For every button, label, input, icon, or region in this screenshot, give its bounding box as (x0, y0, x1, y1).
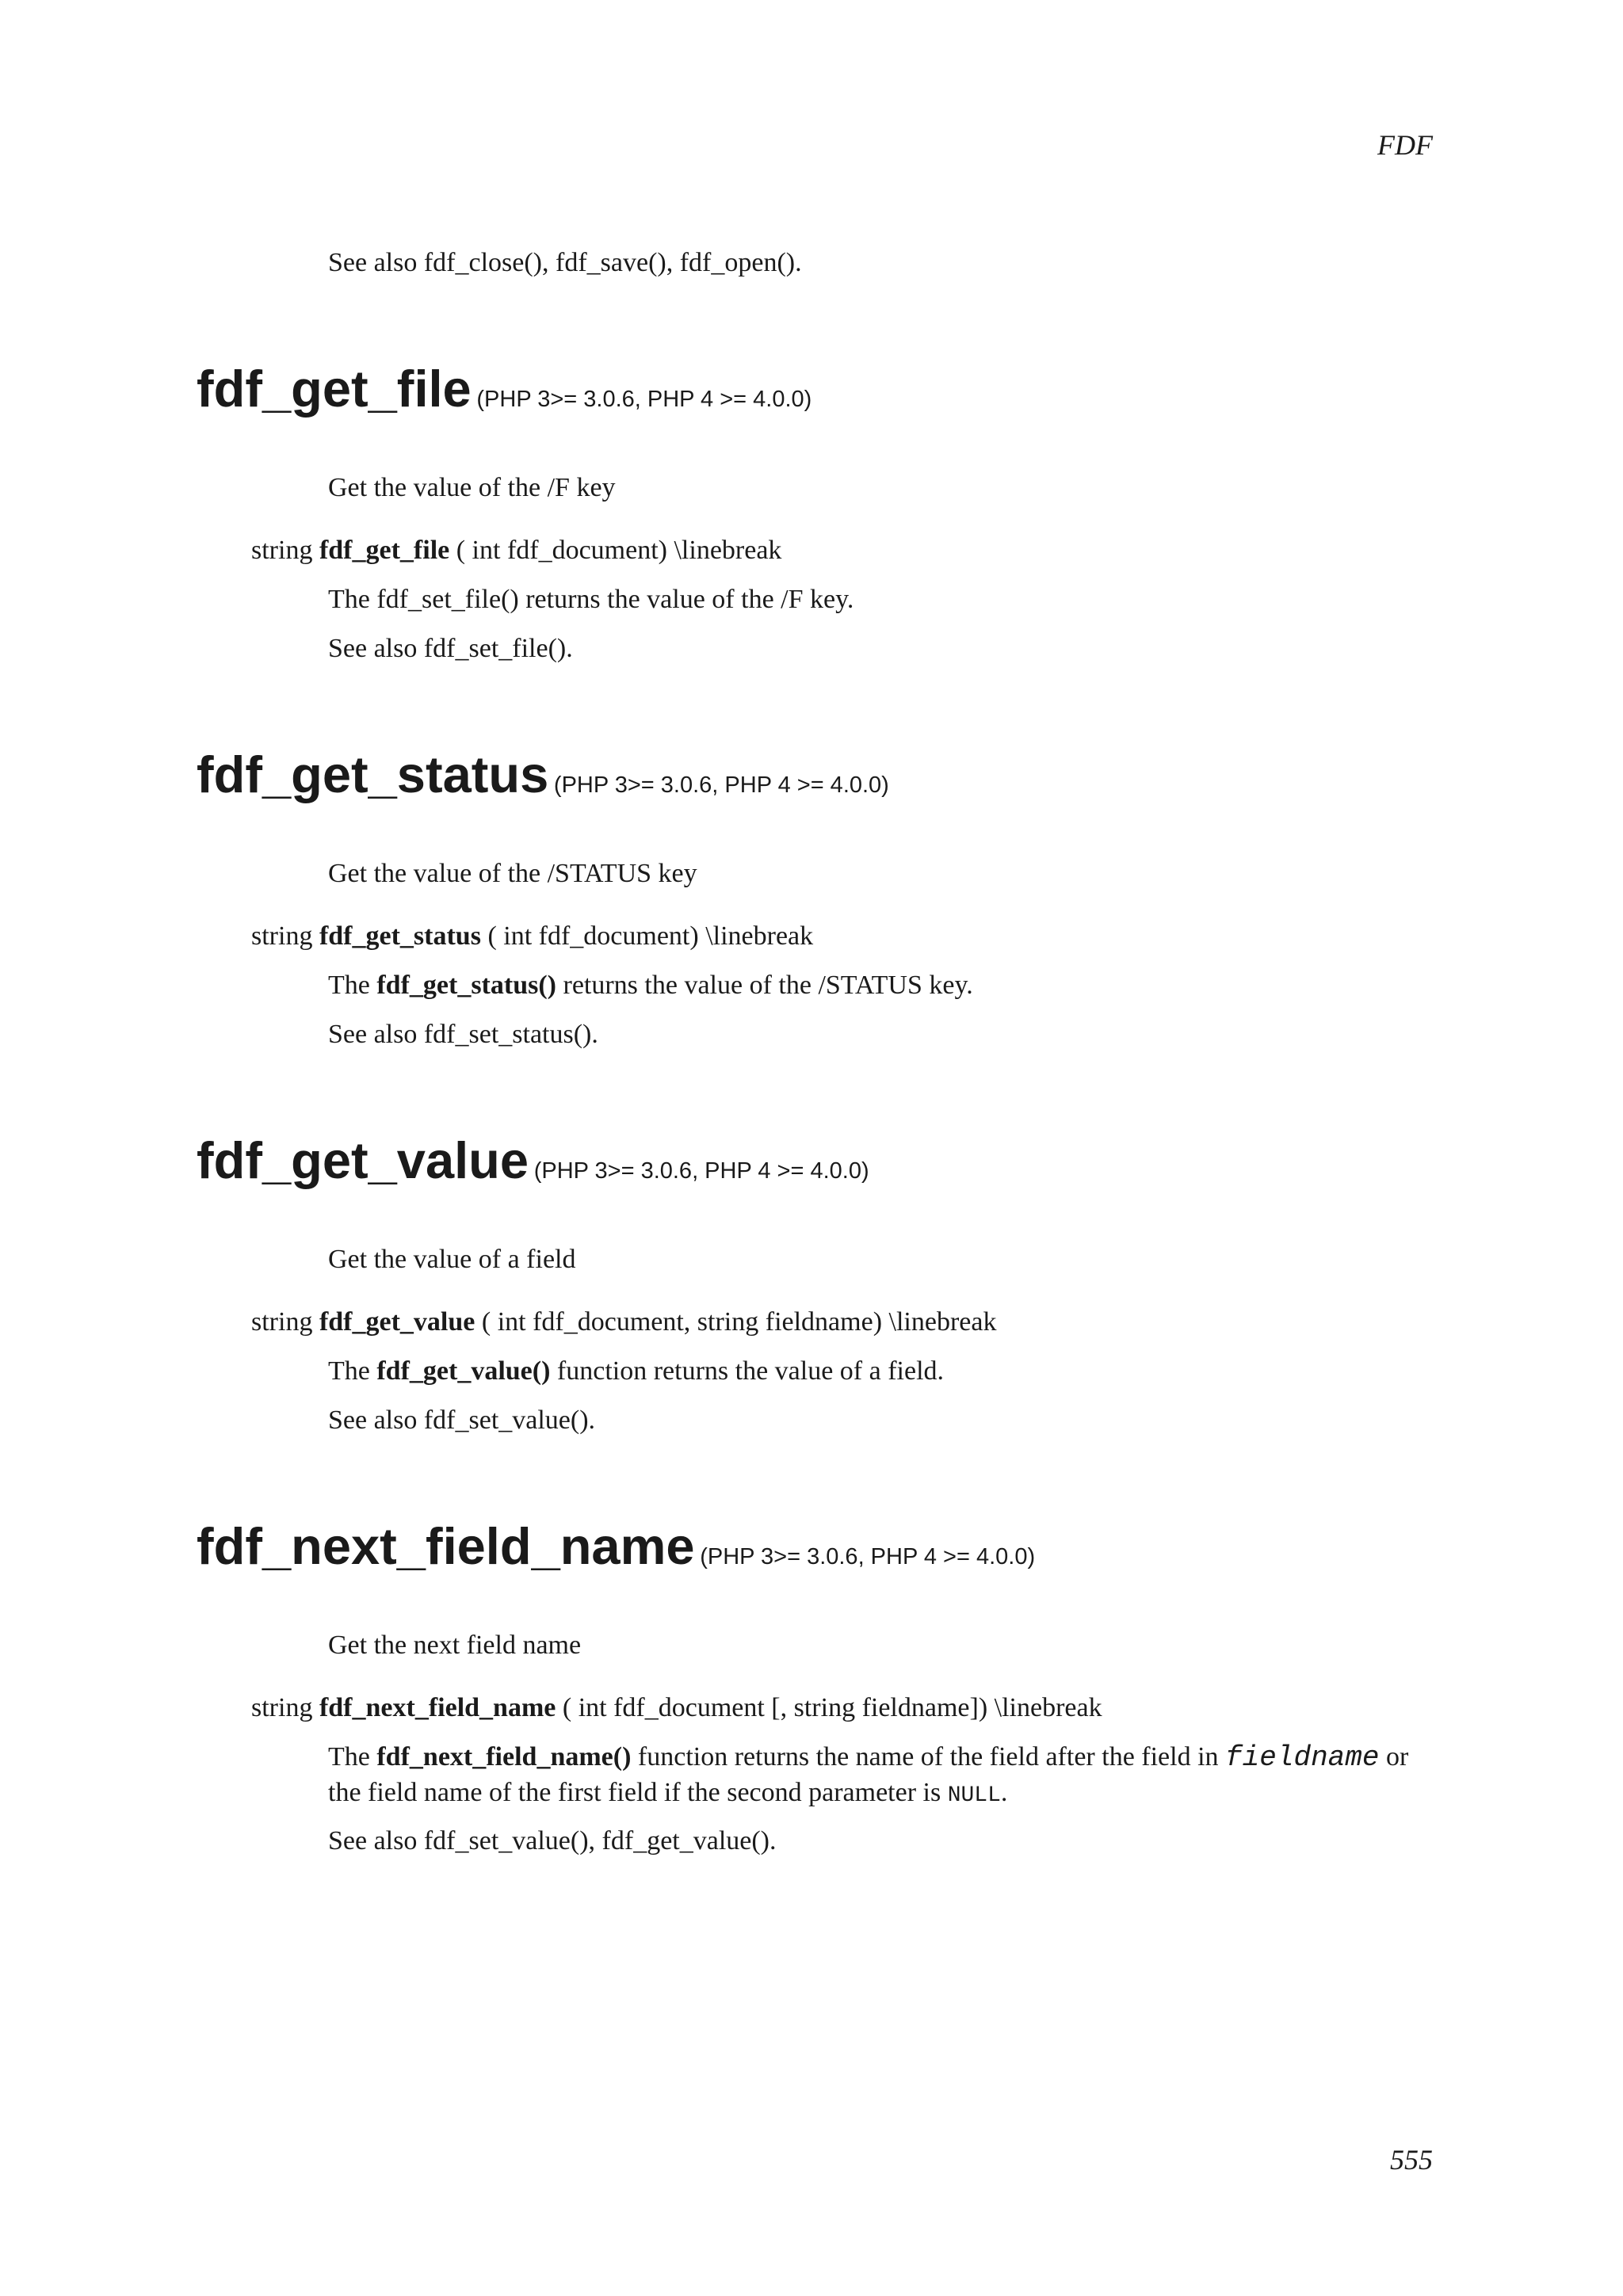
synopsis-args: ( int fdf_document) \linebreak (456, 536, 782, 565)
synopsis-args: ( int fdf_document) \linebreak (487, 921, 814, 951)
version-info: (PHP 3>= 3.0.6, PHP 4 >= 4.0.0) (700, 1544, 1036, 1569)
intro-see-also: See also fdf_close(), fdf_save(), fdf_open(). (328, 248, 802, 277)
description: The fdf_next_field_name() function returns the name of the field after the field in fieldname or the field name of the first field if the second parameter is NULL. (328, 1741, 1409, 1808)
return-type: string (251, 921, 313, 951)
see-also: See also fdf_set_status(). (328, 1020, 598, 1049)
running-header: FDF (1377, 129, 1433, 161)
synopsis (251, 1691, 1102, 1726)
return-type: string (251, 536, 313, 565)
synopsis (251, 533, 781, 568)
purpose: Get the value of the /STATUS key (328, 859, 697, 888)
page-number: 555 (1390, 2144, 1433, 2176)
synopsis-args: ( int fdf_document [, string fieldname]) \linebreak (562, 1693, 1102, 1722)
entry-title (197, 1516, 1035, 1576)
see-also: See also fdf_set_file(). (328, 634, 573, 663)
version-info: (PHP 3>= 3.0.6, PHP 4 >= 4.0.0) (553, 772, 889, 798)
parameter-name: fieldname (1225, 1741, 1380, 1774)
function-name: fdf_get_value (197, 1131, 529, 1189)
synopsis (251, 1305, 996, 1340)
entry-title (197, 359, 812, 418)
synopsis-function: fdf_next_field_name (319, 1693, 556, 1722)
synopsis-function: fdf_get_status (319, 921, 481, 951)
synopsis-function: fdf_get_file (319, 536, 450, 565)
function-ref: fdf_get_value() (376, 1356, 551, 1386)
function-ref: fdf_get_status() (376, 971, 556, 1000)
return-type: string (251, 1693, 313, 1722)
function-name: fdf_get_file (197, 360, 472, 418)
see-also: See also fdf_set_value(). (328, 1405, 596, 1435)
description: The fdf_set_file() returns the value of the /F key. (328, 585, 854, 614)
null-constant: NULL (947, 1783, 1001, 1808)
function-name: fdf_next_field_name (197, 1517, 695, 1575)
version-info: (PHP 3>= 3.0.6, PHP 4 >= 4.0.0) (533, 1158, 869, 1184)
function-ref: fdf_next_field_name() (376, 1742, 632, 1772)
entry-title (197, 1131, 869, 1190)
description: The fdf_get_status() returns the value of the /STATUS key. (328, 971, 973, 1000)
synopsis (251, 919, 813, 954)
purpose: Get the value of the /F key (328, 473, 616, 502)
version-info: (PHP 3>= 3.0.6, PHP 4 >= 4.0.0) (476, 387, 812, 412)
return-type: string (251, 1307, 313, 1337)
entry-title (197, 745, 889, 804)
see-also: See also fdf_set_value(), fdf_get_value(). (328, 1826, 777, 1855)
purpose: Get the value of a field (328, 1245, 576, 1274)
synopsis-args: ( int fdf_document, string fieldname) \linebreak (481, 1307, 997, 1337)
purpose: Get the next field name (328, 1630, 582, 1660)
description: The fdf_get_value() function returns the value of a field. (328, 1356, 945, 1386)
function-name: fdf_get_status (197, 746, 549, 803)
synopsis-function: fdf_get_value (319, 1307, 475, 1337)
